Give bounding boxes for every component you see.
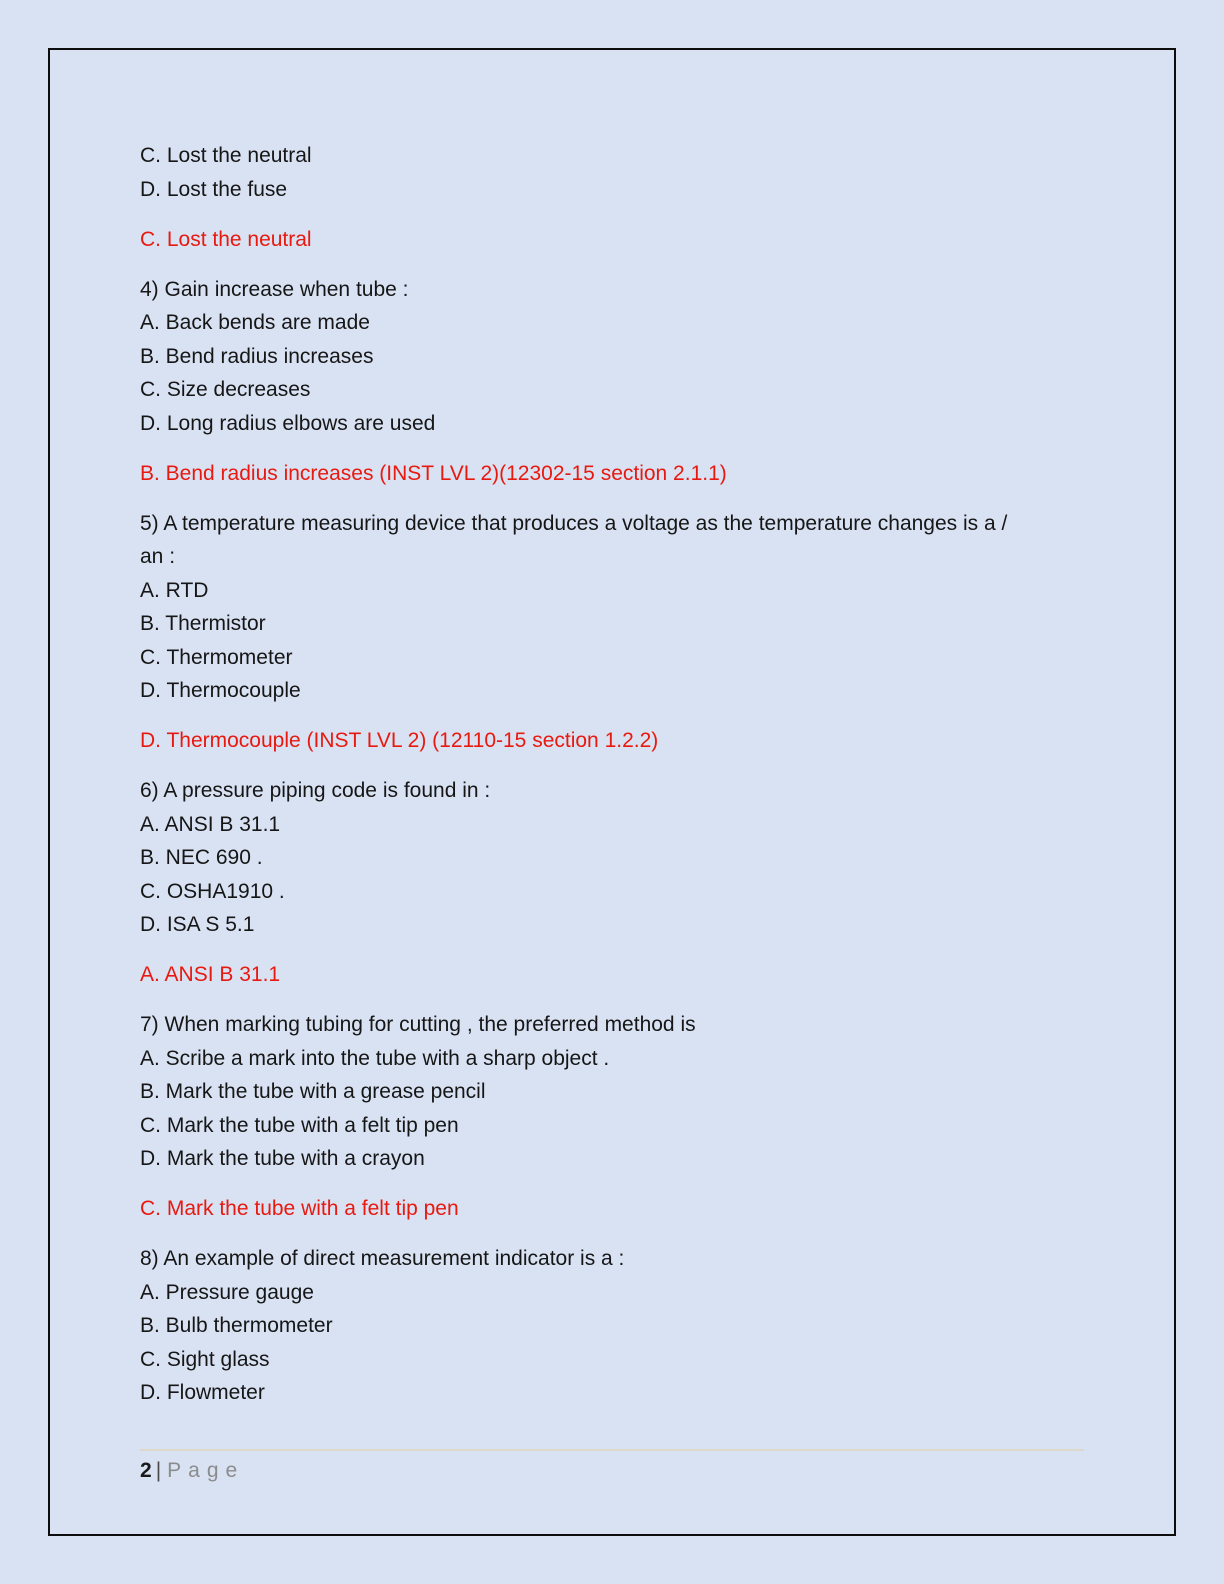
option-line: C. Size decreases xyxy=(140,378,311,401)
option-line: C. OSHA1910 . xyxy=(140,879,285,903)
answer-5-block xyxy=(140,724,1084,758)
answer-line: D. Thermocouple (INST LVL 2) (12110-15 section 1.2.2) xyxy=(140,729,659,752)
footer-text xyxy=(140,1459,1084,1483)
answer-line: A. ANSI B 31.1 xyxy=(140,963,281,986)
answer-line: C. Lost the neutral xyxy=(140,227,312,251)
option-line: A. Back bends are made xyxy=(140,311,370,334)
option-line: C. Thermometer xyxy=(140,645,293,669)
option-line: D. Thermocouple xyxy=(140,679,301,702)
question-6-block xyxy=(140,774,1084,942)
option-line: B. Bulb thermometer xyxy=(140,1314,333,1337)
option-line: D. Flowmeter xyxy=(140,1381,265,1404)
page-footer xyxy=(140,1449,1084,1483)
option-line: B. NEC 690 . xyxy=(140,846,263,869)
footer-page-label: Page xyxy=(167,1459,245,1482)
option-line: B. Bend radius increases xyxy=(140,344,374,368)
option-line: D. ISA S 5.1 xyxy=(140,913,255,936)
question-text-line: 7) When marking tubing for cutting , the preferred method is xyxy=(140,1013,696,1036)
answer-6-block xyxy=(140,958,1084,992)
question-text-line: 4) Gain increase when tube : xyxy=(140,277,409,301)
answer-3-block xyxy=(140,223,1084,257)
option-line: D. Mark the tube with a crayon xyxy=(140,1147,425,1170)
question-text-line: 8) An example of direct measurement indicator is a : xyxy=(140,1247,625,1270)
option-line: C. Sight glass xyxy=(140,1347,270,1371)
option-line: C. Mark the tube with a felt tip pen xyxy=(140,1113,459,1137)
option-line: D. Long radius elbows are used xyxy=(140,411,436,435)
footer-divider xyxy=(140,1449,1084,1451)
answer-7-block xyxy=(140,1192,1084,1226)
question-text-line: an : xyxy=(140,545,176,568)
footer-separator: | xyxy=(155,1459,162,1482)
question-7-block xyxy=(140,1008,1084,1176)
question-text-line: 6) A pressure piping code is found in : xyxy=(140,779,491,802)
question-8-block xyxy=(140,1242,1084,1410)
option-line: D. Lost the fuse xyxy=(140,177,288,201)
option-line: B. Thermistor xyxy=(140,612,266,635)
option-line: A. Scribe a mark into the tube with a sharp object . xyxy=(140,1046,610,1070)
answer-line: C. Mark the tube with a felt tip pen xyxy=(140,1197,459,1220)
question-text-line: 5) A temperature measuring device that produces a voltage as the temperature changes is a / xyxy=(140,511,1008,535)
page-border-frame xyxy=(48,48,1176,1536)
option-line: A. ANSI B 31.1 xyxy=(140,812,281,836)
page-number: 2 xyxy=(140,1459,152,1482)
answer-4-block xyxy=(140,457,1084,491)
option-line: C. Lost the neutral xyxy=(140,144,312,167)
answer-line: B. Bend radius increases (INST LVL 2)(12302-15 section 2.1.1) xyxy=(140,461,727,485)
document-content xyxy=(140,139,1084,1426)
question-3-options-block xyxy=(140,139,1084,206)
option-line: A. Pressure gauge xyxy=(140,1280,314,1304)
question-4-block xyxy=(140,273,1084,441)
option-line: A. RTD xyxy=(140,578,209,602)
question-5-block xyxy=(140,507,1084,708)
option-line: B. Mark the tube with a grease pencil xyxy=(140,1080,486,1103)
